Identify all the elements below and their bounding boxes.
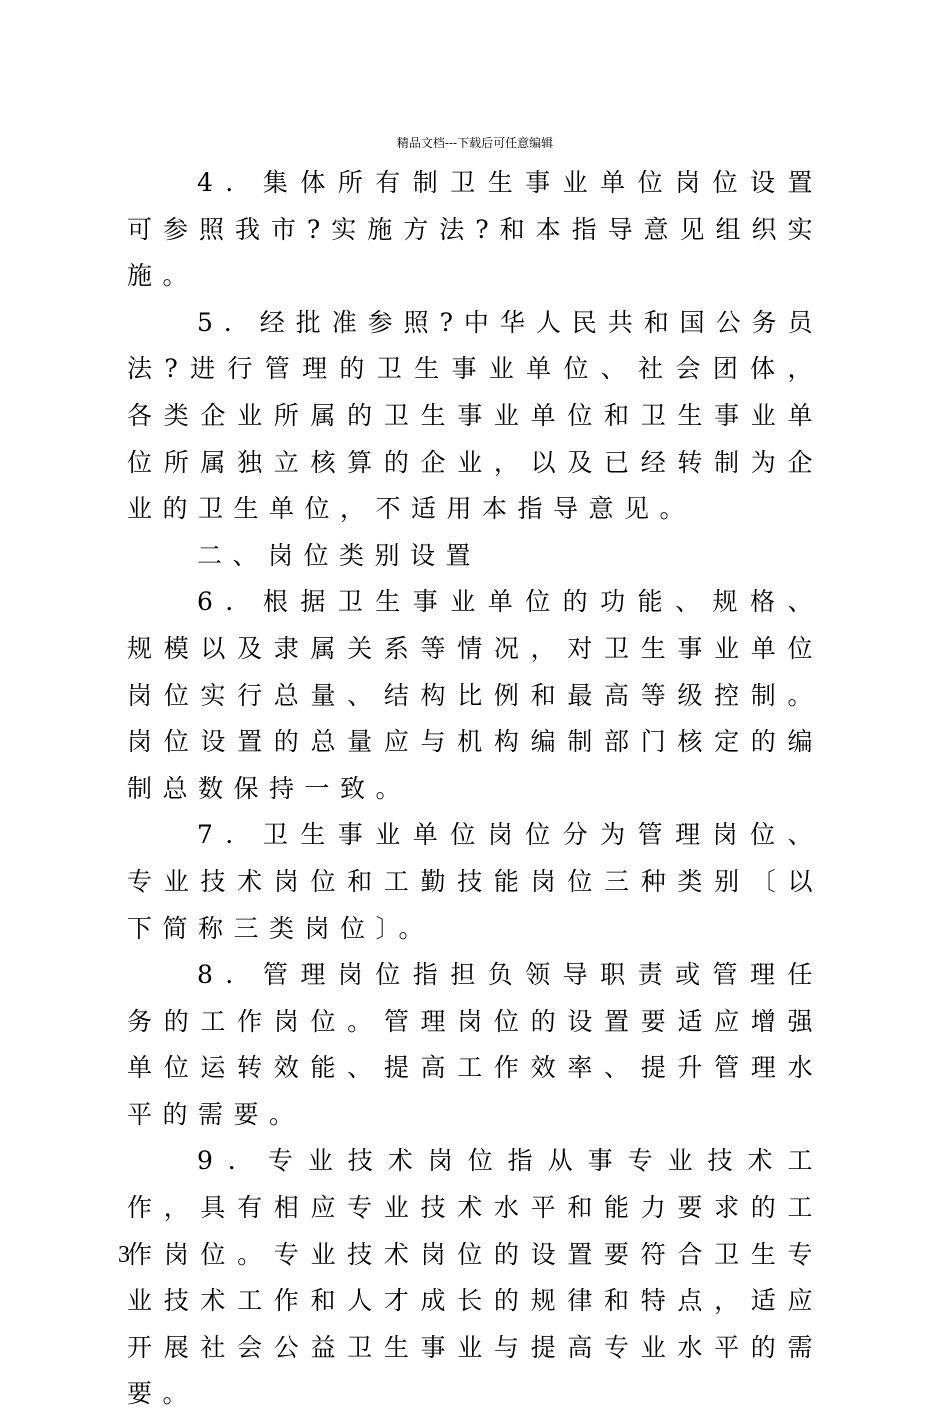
paragraph-item-6: 6．根据卫生事业单位的功能、规格、规模以及隶属关系等情况，对卫生事业单位岗位实行总量、结构比例和最高等级控制。岗位设置的总量应与机构编制部门核定的编制总数保持一致。	[127, 587, 823, 803]
paragraph-item-8: 8．管理岗位指担负领导职责或管理任务的工作岗位。管理岗位的设置要适应增强单位运转效能、提高工作效率、提升管理水平的需要。	[127, 960, 823, 1129]
paragraph-item-7: 7．卫生事业单位岗位分为管理岗位、专业技术岗位和工勤技能岗位三种类别〔以下简称三类岗位〕。	[127, 820, 823, 943]
page-header: 精品文档---下载后可任意编辑	[396, 136, 554, 150]
page-number: 3	[118, 1242, 130, 1268]
document-body	[127, 160, 823, 1418]
paragraph-item-4: 4．集体所有制卫生事业单位岗位设置可参照我市?实施方法?和本指导意见组织实施。	[127, 168, 823, 291]
paragraph-item-9: 9．专业技术岗位指从事专业技术工作，具有相应专业技术水平和能力要求的工作岗位。专业技术岗位的设置要符合卫生专业技术工作和人才成长的规律和特点，适应开展社会公益卫生事业与提高专业水平的需要。	[127, 1146, 823, 1409]
paragraph-item-5: 5．经批准参照?中华人民共和国公务员法?进行管理的卫生事业单位、社会团体，各类企业所属的卫生事业单位和卫生事业单位所属独立核算的企业，以及已经转制为企业的卫生单位，不适用本指导意见。	[127, 307, 823, 524]
section-heading-position-categories: 二、岗位类别设置	[197, 540, 482, 570]
